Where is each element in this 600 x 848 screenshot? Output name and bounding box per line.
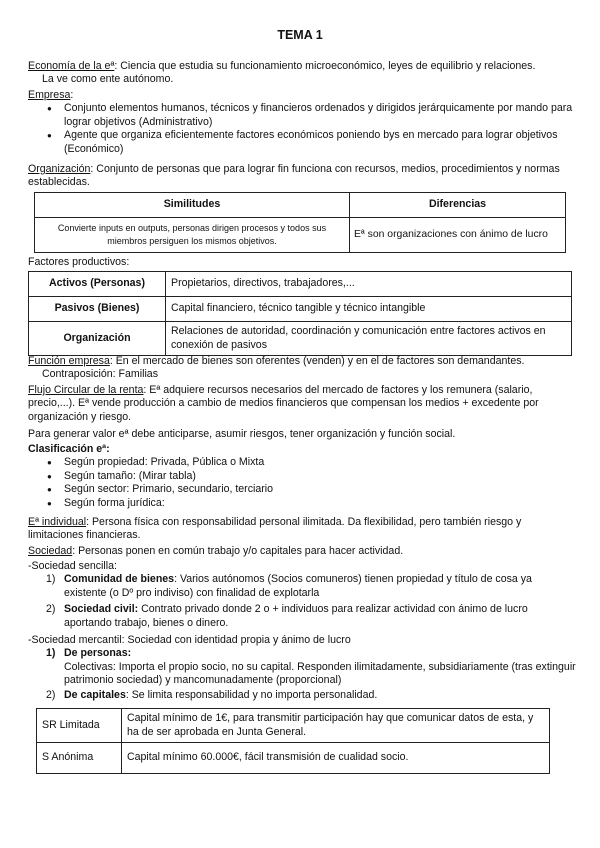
page-title: TEMA 1 xyxy=(277,28,323,42)
table-cell: Propietarios, directivos, trabajadores,... xyxy=(166,272,572,297)
clasificacion-section xyxy=(28,443,576,510)
table-cell: Capital financiero, técnico tangible y técnico intangible xyxy=(166,297,572,322)
organizacion-def: : Conjunto de personas que para lograr fin funciona con recursos, medios, procedimientos y normas establecidas. xyxy=(28,163,560,189)
empresa-section: Empresa: ● Conjunto elementos humanos, técnicos y financieros ordenados y dirigidos jerárquicamente por mando para lograr objetivos (Administrativo) ● Agente que organiza eficientemente factores económicos poniendo bys en mercado para lograr objetivos (Económico) xyxy=(28,89,576,156)
table-cell: Pasivos (Bienes) xyxy=(29,297,166,322)
economia-term: Economía de la eª xyxy=(28,60,115,72)
table-cell: Activos (Personas) xyxy=(29,272,166,297)
organizacion-paragraph xyxy=(28,163,576,190)
list-item: ● Según forma jurídica: xyxy=(28,497,576,510)
flujo-paragraph xyxy=(28,384,576,424)
table-cell: Convierte inputs en outputs, personas dirigen procesos y todos sus miembros persiguen los mismos objetivos. xyxy=(35,218,350,253)
sociedad-def: : Personas ponen en común trabajo y/o capitales para hacer actividad. xyxy=(72,545,404,557)
individual-term: Eª individual xyxy=(28,516,87,528)
table-cell: Relaciones de autoridad, coordinación y comunicación entre factores activos en conexión de pasivos xyxy=(166,322,572,356)
similitudes-table xyxy=(34,192,566,253)
funcion-extra: Contraposición: Familias xyxy=(42,368,158,381)
table-row xyxy=(29,322,572,356)
sencilla-list xyxy=(28,573,576,630)
empresa-term: Empresa xyxy=(28,89,71,101)
table-cell: Eª son organizaciones con ánimo de lucro xyxy=(350,218,566,253)
table-row xyxy=(29,272,572,297)
table-header: Diferencias xyxy=(350,193,566,218)
organizacion-term: Organización xyxy=(28,163,91,175)
table-cell: Organización xyxy=(29,322,166,356)
clasificacion-heading: Clasificación eª: xyxy=(28,443,110,455)
factores-label: Factores productivos: xyxy=(28,256,130,268)
table-cell: Capital mínimo de 1€, para transmitir participación hay que comunicar datos de esta, y ha de ser aprobada en Junta General. xyxy=(122,709,550,743)
list-item: 2) De capitales: Se limita responsabilidad y no importa personalidad. xyxy=(46,688,378,701)
clasificacion-list xyxy=(28,456,576,510)
list-item: ● Agente que organiza eficientemente factores económicos poniendo bys en mercado para lograr objetivos (Económico) xyxy=(28,129,576,156)
sencilla-label: -Sociedad sencilla: xyxy=(28,560,117,572)
factores-table xyxy=(28,271,572,356)
sociedades-table xyxy=(36,708,550,774)
flujo-def: : Eª adquiere recursos necesarios del mercado de factores y los remunera (salario, precio,...). Eª vende producción a cambio de medios financieros que compensan los medios + excedente por organización y riesgo. xyxy=(28,384,539,423)
economia-def: : Ciencia que estudia su funcionamiento microeconómico, leyes de equilibrio y relaciones. xyxy=(114,60,536,72)
list-item: ● Según tamaño: (Mirar tabla) xyxy=(28,470,576,483)
economia-extra: La ve como ente autónomo. xyxy=(42,73,174,86)
list-item: 1) Comunidad de bienes: Varios autónomos (Socios comuneros) tienen propiedad y título de cosa ya existente (o Dº pro indiviso) con finalidad de explotarla xyxy=(46,573,532,599)
list-item: 1) De personas: Colectivas: Importa el propio socio, no su capital. Responden ilimitadamente, subsidiariamente (tras extinguir patrimonio sociedad) y mancomunadamente (proporcional) xyxy=(46,647,576,687)
economia-paragraph xyxy=(28,60,576,87)
table-row xyxy=(37,709,550,743)
individual-def: : Persona física con responsabilidad personal ilimitada. Da flexibilidad, pero también riesgo y limitaciones financieras. xyxy=(28,516,522,542)
flujo-term: Flujo Circular de la renta xyxy=(28,384,144,396)
table-cell: Capital mínimo 60.000€, fácil transmisión de cualidad socio. xyxy=(122,743,550,774)
table-cell: S Anónima xyxy=(37,743,122,774)
table-row xyxy=(37,743,550,774)
individual-paragraph xyxy=(28,516,576,543)
empresa-list xyxy=(28,102,576,156)
list-item: ● Conjunto elementos humanos, técnicos y financieros ordenados y dirigidos jerárquicamente por mando para lograr objetivos (Administrativo) xyxy=(28,102,576,129)
sociedad-term: Sociedad xyxy=(28,545,73,557)
sociedad-paragraph xyxy=(28,545,576,558)
funcion-paragraph xyxy=(28,355,576,382)
funcion-term: Función empresa xyxy=(28,355,110,367)
sociedad-mercantil xyxy=(28,634,576,702)
table-header: Similitudes xyxy=(35,193,350,218)
mercantil-list xyxy=(28,647,576,702)
list-item: ● Según propiedad: Privada, Pública o Mixta xyxy=(28,456,576,469)
sociedad-sencilla xyxy=(28,560,576,630)
valor-paragraph: Para generar valor eª debe anticiparse, asumir riesgos, tener organización y función social. xyxy=(28,428,456,440)
table-cell: SR Limitada xyxy=(37,709,122,743)
table-row xyxy=(29,297,572,322)
list-item: 2) Sociedad civil: Contrato privado donde 2 o + individuos para realizar actividad con ánimo de lucro aportando trabajo, bienes o dinero. xyxy=(46,603,528,629)
funcion-def: : En el mercado de bienes son oferentes (venden) y en el de factores son demandantes. xyxy=(109,355,525,367)
mercantil-label: -Sociedad mercantil: Sociedad con identidad propia y ánimo de lucro xyxy=(28,634,351,646)
list-item: ● Según sector: Primario, secundario, terciario xyxy=(28,483,576,496)
